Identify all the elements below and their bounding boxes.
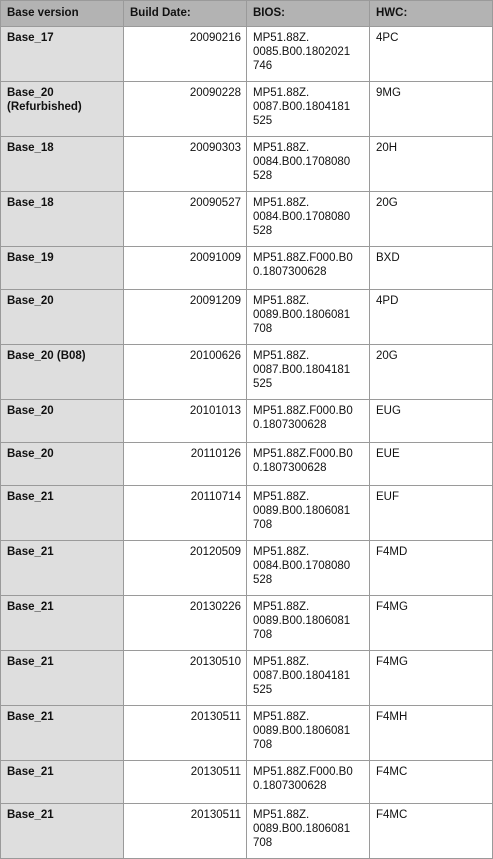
build-date-cell: 20130511 (124, 706, 247, 761)
base-version-cell: Base_21 (1, 651, 124, 706)
base-version-cell: Base_19 (1, 247, 124, 290)
hwc-cell: EUG (370, 400, 493, 443)
build-date-cell: 20101013 (124, 400, 247, 443)
base-version-cell: Base_20 (B08) (1, 345, 124, 400)
bios-cell: MP51.88Z. 0087.B00.1804181 525 (247, 345, 370, 400)
base-version-cell: Base_21 (1, 804, 124, 859)
bios-cell: MP51.88Z. 0089.B00.1806081 708 (247, 290, 370, 345)
build-date-cell: 20091209 (124, 290, 247, 345)
bios-cell: MP51.88Z.F000.B0 0.1807300628 (247, 761, 370, 804)
hwc-cell: F4MG (370, 596, 493, 651)
hwc-cell: F4MD (370, 541, 493, 596)
base-version-cell: Base_21 (1, 761, 124, 804)
bios-cell: MP51.88Z.F000.B0 0.1807300628 (247, 247, 370, 290)
base-version-cell: Base_21 (1, 596, 124, 651)
base-version-cell: Base_21 (1, 706, 124, 761)
table-row (1, 804, 493, 859)
base-version-cell: Base_20 (1, 290, 124, 345)
bios-cell: MP51.88Z. 0085.B00.1802021 746 (247, 27, 370, 82)
build-date-cell: 20100626 (124, 345, 247, 400)
hwc-cell: 20H (370, 137, 493, 192)
base-version-cell: Base_18 (1, 192, 124, 247)
build-date-cell: 20120509 (124, 541, 247, 596)
table-row (1, 596, 493, 651)
table-header (1, 1, 493, 27)
hwc-cell: F4MH (370, 706, 493, 761)
table-row (1, 400, 493, 443)
table-row (1, 651, 493, 706)
table-row (1, 706, 493, 761)
base-version-cell: Base_18 (1, 137, 124, 192)
build-date-cell: 20130511 (124, 804, 247, 859)
bios-cell: MP51.88Z. 0089.B00.1806081 708 (247, 486, 370, 541)
build-date-cell: 20090527 (124, 192, 247, 247)
hwc-cell: 20G (370, 345, 493, 400)
table-row (1, 247, 493, 290)
hwc-cell: F4MC (370, 804, 493, 859)
bios-cell: MP51.88Z.F000.B0 0.1807300628 (247, 400, 370, 443)
hwc-cell: F4MC (370, 761, 493, 804)
hwc-cell: F4MG (370, 651, 493, 706)
table-row (1, 137, 493, 192)
bios-cell: MP51.88Z. 0084.B00.1708080 528 (247, 137, 370, 192)
table-row (1, 443, 493, 486)
table-row (1, 290, 493, 345)
hwc-cell: 4PD (370, 290, 493, 345)
hwc-cell: 9MG (370, 82, 493, 137)
table-body (1, 27, 493, 859)
header-build-date: Build Date: (124, 1, 247, 27)
table-row (1, 541, 493, 596)
header-bios: BIOS: (247, 1, 370, 27)
base-version-cell: Base_20 (1, 443, 124, 486)
bios-cell: MP51.88Z. 0089.B00.1806081 708 (247, 804, 370, 859)
bios-cell: MP51.88Z. 0087.B00.1804181 525 (247, 651, 370, 706)
table-row (1, 82, 493, 137)
hwc-cell: BXD (370, 247, 493, 290)
build-date-cell: 20090228 (124, 82, 247, 137)
bios-cell: MP51.88Z.F000.B0 0.1807300628 (247, 443, 370, 486)
base-version-cell: Base_20 (1, 400, 124, 443)
build-date-cell: 20091009 (124, 247, 247, 290)
build-date-cell: 20130226 (124, 596, 247, 651)
bios-cell: MP51.88Z. 0084.B00.1708080 528 (247, 192, 370, 247)
bios-cell: MP51.88Z. 0089.B00.1806081 708 (247, 706, 370, 761)
base-version-cell: Base_21 (1, 486, 124, 541)
table-row (1, 27, 493, 82)
build-date-cell: 20110714 (124, 486, 247, 541)
build-date-cell: 20130510 (124, 651, 247, 706)
table-row (1, 192, 493, 247)
base-version-cell: Base_20 (Refurbished) (1, 82, 124, 137)
table-row (1, 345, 493, 400)
header-row (1, 1, 493, 27)
bios-cell: MP51.88Z. 0084.B00.1708080 528 (247, 541, 370, 596)
header-hwc: HWC: (370, 1, 493, 27)
hwc-cell: EUF (370, 486, 493, 541)
build-date-cell: 20130511 (124, 761, 247, 804)
base-version-cell: Base_21 (1, 541, 124, 596)
hwc-cell: EUE (370, 443, 493, 486)
build-date-cell: 20110126 (124, 443, 247, 486)
build-date-cell: 20090303 (124, 137, 247, 192)
build-date-cell: 20090216 (124, 27, 247, 82)
base-version-cell: Base_17 (1, 27, 124, 82)
bios-cell: MP51.88Z. 0089.B00.1806081 708 (247, 596, 370, 651)
table-row (1, 486, 493, 541)
header-base-version: Base version (1, 1, 124, 27)
hwc-cell: 4PC (370, 27, 493, 82)
hwc-cell: 20G (370, 192, 493, 247)
table-row (1, 761, 493, 804)
bios-cell: MP51.88Z. 0087.B00.1804181 525 (247, 82, 370, 137)
